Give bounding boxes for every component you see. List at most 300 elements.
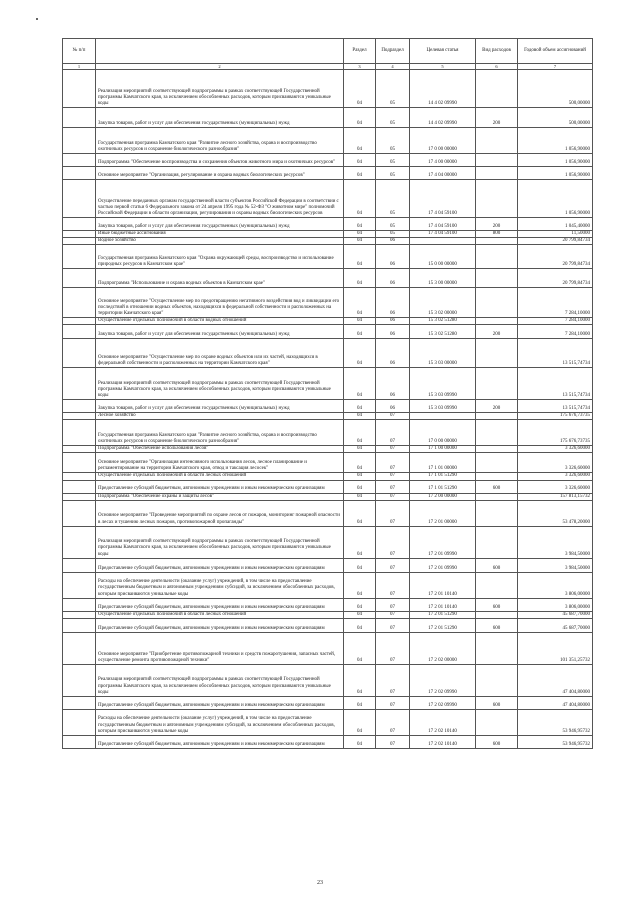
row-name-cell: Подпрограмма "Обеспечение воспроизводства и сохранения объектов животного мира и охотничьих ресурсов" bbox=[96, 154, 344, 167]
row-podrazdel-cell: 07 bbox=[376, 446, 410, 453]
row-amount-cell: 1 045,40000 bbox=[518, 218, 593, 231]
row-num-cell bbox=[63, 288, 96, 318]
row-target-article-cell: 17 2 00 00000 bbox=[410, 493, 476, 500]
row-num-cell bbox=[63, 473, 96, 480]
row-razdel-cell: 04 bbox=[344, 420, 376, 446]
row-num-cell bbox=[63, 735, 96, 748]
row-target-article-cell bbox=[410, 413, 476, 420]
table-row bbox=[63, 598, 593, 611]
row-num-cell bbox=[63, 558, 96, 572]
row-target-article-cell: 17 4 04 59100 bbox=[410, 180, 476, 218]
row-expense-type-cell bbox=[476, 420, 518, 446]
row-target-article-cell: 15 0 00 00000 bbox=[410, 245, 476, 269]
row-target-article-cell: 17 2 01 10140 bbox=[410, 572, 476, 598]
row-name-cell: Реализация мероприятий соответствующей подпрограммы в рамках соответствующей Государственной программы Камчатского края, за исключением обособленных расходов, которым присваиваются уникальные коды bbox=[96, 368, 344, 400]
row-num-cell bbox=[63, 709, 96, 735]
row-razdel-cell: 04 bbox=[344, 339, 376, 368]
row-expense-type-cell bbox=[476, 526, 518, 558]
row-podrazdel-cell: 05 bbox=[376, 167, 410, 180]
table-row bbox=[63, 664, 593, 696]
row-num-cell bbox=[63, 400, 96, 413]
table-row bbox=[63, 154, 593, 167]
row-podrazdel-cell: 06 bbox=[376, 288, 410, 318]
row-amount-cell: 47 404,80000 bbox=[518, 696, 593, 709]
row-expense-type-cell bbox=[476, 269, 518, 288]
row-name-cell: Предоставление субсидий бюджетным, автономным учреждениям и иным некоммерческим организациям bbox=[96, 735, 344, 748]
row-podrazdel-cell: 07 bbox=[376, 611, 410, 618]
header-podrazdel: Подраздел bbox=[376, 39, 410, 64]
row-amount-cell: 13 515,74734 bbox=[518, 400, 593, 413]
row-podrazdel-cell: 06 bbox=[376, 269, 410, 288]
column-number: 6 bbox=[476, 64, 518, 70]
row-amount-cell: 20 799,84734 bbox=[518, 269, 593, 288]
row-name-cell: Подпрограмма "Обеспечение охраны и защиты лесов" bbox=[96, 493, 344, 500]
column-number: 5 bbox=[410, 64, 476, 70]
column-number: 4 bbox=[376, 64, 410, 70]
row-razdel-cell: 04 bbox=[344, 154, 376, 167]
row-amount-cell: 45 687,70000 bbox=[518, 618, 593, 632]
column-number: 2 bbox=[96, 64, 344, 70]
row-razdel-cell: 04 bbox=[344, 325, 376, 339]
row-name-cell: Подпрограмма "Обеспечение использования лесов" bbox=[96, 446, 344, 453]
row-podrazdel-cell: 06 bbox=[376, 245, 410, 269]
table-row bbox=[63, 572, 593, 598]
row-num-cell bbox=[63, 325, 96, 339]
row-target-article-cell: 17 4 04 59100 bbox=[410, 231, 476, 238]
row-expense-type-cell bbox=[476, 572, 518, 598]
row-razdel-cell: 04 bbox=[344, 453, 376, 473]
row-amount-cell: 1 056,90000 bbox=[518, 154, 593, 167]
row-podrazdel-cell: 07 bbox=[376, 709, 410, 735]
row-podrazdel-cell: 07 bbox=[376, 453, 410, 473]
table-row bbox=[63, 128, 593, 154]
scan-mark bbox=[36, 18, 38, 20]
row-razdel-cell: 04 bbox=[344, 572, 376, 598]
row-podrazdel-cell: 07 bbox=[376, 632, 410, 664]
row-podrazdel-cell: 07 bbox=[376, 618, 410, 632]
table-row bbox=[63, 339, 593, 368]
row-num-cell bbox=[63, 618, 96, 632]
row-expense-type-cell: 600 bbox=[476, 618, 518, 632]
row-amount-cell: 3 806,00000 bbox=[518, 572, 593, 598]
row-name-cell: Основное мероприятие "Проведение мероприятий по охране лесов от пожаров, мониторинг пожарной опасности в лесах и тушению лесных пожаров, противопожарной пропаганды" bbox=[96, 500, 344, 526]
row-num-cell bbox=[63, 500, 96, 526]
row-target-article-cell: 17 2 02 09990 bbox=[410, 664, 476, 696]
table-row bbox=[63, 180, 593, 218]
row-name-cell: Расходы на обеспечение деятельности (оказание услуг) учреждений, в том числе на предоставление государственным бюджетным и автономным учреждениям субсидий, за исключением обособленных расходов, которым присваиваются уникальные коды bbox=[96, 709, 344, 735]
row-expense-type-cell bbox=[476, 154, 518, 167]
table-row bbox=[63, 632, 593, 664]
row-podrazdel-cell: 07 bbox=[376, 526, 410, 558]
row-target-article-cell: 17 2 01 09990 bbox=[410, 558, 476, 572]
row-target-article-cell: 17 4 04 00000 bbox=[410, 167, 476, 180]
row-expense-type-cell bbox=[476, 238, 518, 245]
row-razdel-cell: 04 bbox=[344, 709, 376, 735]
row-target-article-cell: 17 2 02 09990 bbox=[410, 696, 476, 709]
row-expense-type-cell: 800 bbox=[476, 231, 518, 238]
row-target-article-cell: 17 1 00 00000 bbox=[410, 446, 476, 453]
row-name-cell: Основное мероприятие "Осуществление мер по предотвращению негативного воздействия вод и ликвидации его последствий в отношении водных объектов, находящихся в федеральной собственности и расположенных на территории Камчатского края" bbox=[96, 288, 344, 318]
row-name-cell: Государственная программа Камчатского края "Развитие лесного хозяйства, охрана и воспроизводство охотничьих ресурсов и сохранение биологического разнообразия" bbox=[96, 420, 344, 446]
table-row bbox=[63, 231, 593, 238]
row-name-cell: Предоставление субсидий бюджетным, автономным учреждениям и иным некоммерческим организациям bbox=[96, 480, 344, 493]
row-razdel-cell: 04 bbox=[344, 318, 376, 325]
row-amount-cell: 13 515,74734 bbox=[518, 339, 593, 368]
row-razdel-cell: 04 bbox=[344, 70, 376, 108]
row-num-cell bbox=[63, 368, 96, 400]
row-expense-type-cell: 600 bbox=[476, 735, 518, 748]
row-amount-cell: 101 351,25732 bbox=[518, 632, 593, 664]
row-name-cell: Осуществление отдельных полномочий в области лесных отношений bbox=[96, 473, 344, 480]
row-target-article-cell: 17 2 01 51290 bbox=[410, 611, 476, 618]
table-row bbox=[63, 526, 593, 558]
row-expense-type-cell: 200 bbox=[476, 218, 518, 231]
row-amount-cell: 20 799,84734 bbox=[518, 245, 593, 269]
row-name-cell: Лесное хозяйство bbox=[96, 413, 344, 420]
table-row bbox=[63, 709, 593, 735]
table-row bbox=[63, 500, 593, 526]
row-expense-type-cell bbox=[476, 473, 518, 480]
row-target-article-cell: 17 2 02 00000 bbox=[410, 632, 476, 664]
table-row bbox=[63, 480, 593, 493]
row-num-cell bbox=[63, 128, 96, 154]
table-row bbox=[63, 558, 593, 572]
row-podrazdel-cell: 05 bbox=[376, 180, 410, 218]
row-target-article-cell: 15 3 03 09990 bbox=[410, 400, 476, 413]
row-expense-type-cell bbox=[476, 245, 518, 269]
row-name-cell: Предоставление субсидий бюджетным, автономным учреждениям и иным некоммерческим организациям bbox=[96, 558, 344, 572]
row-razdel-cell: 04 bbox=[344, 269, 376, 288]
row-target-article-cell: 14 4 02 09990 bbox=[410, 108, 476, 128]
row-expense-type-cell bbox=[476, 453, 518, 473]
row-num-cell bbox=[63, 154, 96, 167]
row-name-cell: Основное мероприятие "Организация, регулирование и охрана водных биологических ресурсов" bbox=[96, 167, 344, 180]
table-row bbox=[63, 611, 593, 618]
row-podrazdel-cell: 07 bbox=[376, 480, 410, 493]
row-amount-cell: 3 326,60000 bbox=[518, 480, 593, 493]
row-expense-type-cell: 600 bbox=[476, 598, 518, 611]
row-razdel-cell: 04 bbox=[344, 128, 376, 154]
row-target-article-cell: 17 4 04 59100 bbox=[410, 218, 476, 231]
row-amount-cell: 7 284,10000 bbox=[518, 325, 593, 339]
row-amount-cell: 53 946,95732 bbox=[518, 709, 593, 735]
row-podrazdel-cell: 07 bbox=[376, 735, 410, 748]
row-amount-cell: 1 056,90000 bbox=[518, 180, 593, 218]
row-num-cell bbox=[63, 269, 96, 288]
table-row bbox=[63, 368, 593, 400]
table-row bbox=[63, 453, 593, 473]
row-target-article-cell: 17 2 01 09990 bbox=[410, 526, 476, 558]
row-num-cell bbox=[63, 696, 96, 709]
row-razdel-cell: 04 bbox=[344, 245, 376, 269]
row-name-cell: Иные бюджетные ассигнования bbox=[96, 231, 344, 238]
budget-table bbox=[62, 38, 593, 749]
row-podrazdel-cell: 05 bbox=[376, 154, 410, 167]
row-target-article-cell: 17 0 00 00000 bbox=[410, 128, 476, 154]
row-num-cell bbox=[63, 453, 96, 473]
row-podrazdel-cell: 06 bbox=[376, 339, 410, 368]
row-razdel-cell: 04 bbox=[344, 180, 376, 218]
row-num-cell bbox=[63, 413, 96, 420]
row-expense-type-cell bbox=[476, 500, 518, 526]
row-razdel-cell: 04 bbox=[344, 473, 376, 480]
row-expense-type-cell bbox=[476, 413, 518, 420]
row-num-cell bbox=[63, 339, 96, 368]
row-razdel-cell: 04 bbox=[344, 231, 376, 238]
row-amount-cell: 3 984,50000 bbox=[518, 526, 593, 558]
row-target-article-cell: 17 2 01 10140 bbox=[410, 598, 476, 611]
row-expense-type-cell: 600 bbox=[476, 696, 518, 709]
row-num-cell bbox=[63, 598, 96, 611]
row-expense-type-cell: 600 bbox=[476, 480, 518, 493]
table-row bbox=[63, 420, 593, 446]
row-name-cell: Предоставление субсидий бюджетным, автономным учреждениям и иным некоммерческим организациям bbox=[96, 696, 344, 709]
row-expense-type-cell bbox=[476, 632, 518, 664]
row-amount-cell: 11,50000 bbox=[518, 231, 593, 238]
header-annual-amount: Годовой объем ассигнований bbox=[518, 39, 593, 64]
row-podrazdel-cell: 05 bbox=[376, 218, 410, 231]
row-name-cell: Государственная программа Камчатского края "Охрана окружающей среды, воспроизводство и использование природных ресурсов в Камчатском крае" bbox=[96, 245, 344, 269]
row-razdel-cell: 04 bbox=[344, 167, 376, 180]
row-name-cell: Закупка товаров, работ и услуг для обеспечения государственных (муниципальных) нужд bbox=[96, 400, 344, 413]
row-target-article-cell: 15 3 02 00000 bbox=[410, 288, 476, 318]
row-target-article-cell: 17 2 01 51290 bbox=[410, 618, 476, 632]
row-name-cell: Подпрограмма "Использование и охрана водных объектов в Камчатском крае" bbox=[96, 269, 344, 288]
row-amount-cell: 53 478,20000 bbox=[518, 500, 593, 526]
row-amount-cell: 13 515,74734 bbox=[518, 368, 593, 400]
table-body bbox=[63, 70, 593, 749]
table-row bbox=[63, 288, 593, 318]
table-row bbox=[63, 218, 593, 231]
row-amount-cell: 500,00000 bbox=[518, 108, 593, 128]
row-razdel-cell: 04 bbox=[344, 218, 376, 231]
row-expense-type-cell bbox=[476, 288, 518, 318]
table-row bbox=[63, 400, 593, 413]
row-razdel-cell: 04 bbox=[344, 288, 376, 318]
row-name-cell: Основное мероприятие "Приобретение противопожарной техники и средств пожаротушения, запасных частей, осуществление ремонта противопожарной техники" bbox=[96, 632, 344, 664]
row-num-cell bbox=[63, 664, 96, 696]
row-expense-type-cell bbox=[476, 318, 518, 325]
row-expense-type-cell bbox=[476, 709, 518, 735]
row-razdel-cell: 04 bbox=[344, 526, 376, 558]
row-num-cell bbox=[63, 245, 96, 269]
table-row bbox=[63, 696, 593, 709]
table-row bbox=[63, 108, 593, 128]
row-razdel-cell: 04 bbox=[344, 611, 376, 618]
header-name bbox=[96, 39, 344, 64]
table-row bbox=[63, 245, 593, 269]
row-num-cell bbox=[63, 218, 96, 231]
table-row bbox=[63, 493, 593, 500]
row-target-article-cell: 15 3 02 51280 bbox=[410, 325, 476, 339]
row-num-cell bbox=[63, 572, 96, 598]
row-razdel-cell: 04 bbox=[344, 108, 376, 128]
row-target-article-cell: 17 1 01 00000 bbox=[410, 453, 476, 473]
row-podrazdel-cell: 05 bbox=[376, 108, 410, 128]
row-name-cell: Государственная программа Камчатского края "Развитие лесного хозяйства, охрана и воспроизводство охотничьих ресурсов и сохранение биологического разнообразия" bbox=[96, 128, 344, 154]
row-name-cell: Предоставление субсидий бюджетным, автономным учреждениям и иным некоммерческим организациям bbox=[96, 598, 344, 611]
row-num-cell bbox=[63, 493, 96, 500]
row-razdel-cell: 04 bbox=[344, 446, 376, 453]
row-target-article-cell bbox=[410, 238, 476, 245]
row-amount-cell: 3 326,60000 bbox=[518, 473, 593, 480]
row-amount-cell: 45 687,70000 bbox=[518, 611, 593, 618]
row-razdel-cell: 04 bbox=[344, 238, 376, 245]
row-razdel-cell: 04 bbox=[344, 413, 376, 420]
row-expense-type-cell bbox=[476, 128, 518, 154]
row-target-article-cell: 17 1 01 51290 bbox=[410, 473, 476, 480]
table-row bbox=[63, 70, 593, 108]
row-expense-type-cell bbox=[476, 664, 518, 696]
row-num-cell bbox=[63, 318, 96, 325]
row-name-cell: Закупка товаров, работ и услуг для обеспечения государственных (муниципальных) нужд bbox=[96, 108, 344, 128]
row-name-cell: Осуществление отдельных полномочий в области лесных отношений bbox=[96, 611, 344, 618]
row-target-article-cell: 15 3 02 51280 bbox=[410, 318, 476, 325]
row-num-cell bbox=[63, 231, 96, 238]
row-podrazdel-cell: 07 bbox=[376, 696, 410, 709]
row-num-cell bbox=[63, 632, 96, 664]
row-amount-cell: 500,00000 bbox=[518, 70, 593, 108]
row-name-cell: Реализация мероприятий соответствующей подпрограммы в рамках соответствующей Государственной программы Камчатского края, за исключением обособленных расходов, которым присваиваются уникальные коды bbox=[96, 526, 344, 558]
row-target-article-cell: 17 2 02 10140 bbox=[410, 709, 476, 735]
row-amount-cell: 7 284,10000 bbox=[518, 318, 593, 325]
row-amount-cell: 3 984,50000 bbox=[518, 558, 593, 572]
row-target-article-cell: 14 4 02 09990 bbox=[410, 70, 476, 108]
row-target-article-cell: 15 3 03 09990 bbox=[410, 368, 476, 400]
row-num-cell bbox=[63, 526, 96, 558]
row-podrazdel-cell: 05 bbox=[376, 231, 410, 238]
column-number: 7 bbox=[518, 64, 593, 70]
table-row bbox=[63, 473, 593, 480]
row-expense-type-cell bbox=[476, 611, 518, 618]
row-amount-cell: 3 326,60000 bbox=[518, 453, 593, 473]
row-podrazdel-cell: 07 bbox=[376, 558, 410, 572]
header-num: № п/п bbox=[63, 39, 96, 64]
row-expense-type-cell bbox=[476, 167, 518, 180]
row-name-cell: Водное хозяйство bbox=[96, 238, 344, 245]
row-num-cell bbox=[63, 238, 96, 245]
row-podrazdel-cell: 07 bbox=[376, 598, 410, 611]
column-number: 3 bbox=[344, 64, 376, 70]
page-number: 23 bbox=[317, 880, 323, 886]
row-podrazdel-cell: 07 bbox=[376, 664, 410, 696]
row-target-article-cell: 17 1 01 51290 bbox=[410, 480, 476, 493]
row-amount-cell: 3 806,00000 bbox=[518, 598, 593, 611]
row-name-cell: Реализация мероприятий соответствующей подпрограммы в рамках соответствующей Государственной программы Камчатского края, за исключением обособленных расходов, которым присваиваются уникальные коды bbox=[96, 70, 344, 108]
row-razdel-cell: 04 bbox=[344, 368, 376, 400]
row-num-cell bbox=[63, 108, 96, 128]
row-razdel-cell: 04 bbox=[344, 493, 376, 500]
table-row bbox=[63, 238, 593, 245]
row-target-article-cell: 15 3 00 00000 bbox=[410, 269, 476, 288]
row-podrazdel-cell: 07 bbox=[376, 493, 410, 500]
column-number: 1 bbox=[63, 64, 96, 70]
header-expense-type: Вид расходов bbox=[476, 39, 518, 64]
row-num-cell bbox=[63, 167, 96, 180]
row-podrazdel-cell: 06 bbox=[376, 368, 410, 400]
row-razdel-cell: 04 bbox=[344, 400, 376, 413]
row-amount-cell: 47 404,80000 bbox=[518, 664, 593, 696]
row-num-cell bbox=[63, 446, 96, 453]
row-expense-type-cell bbox=[476, 493, 518, 500]
table-row bbox=[63, 318, 593, 325]
row-name-cell: Реализация мероприятий соответствующей подпрограммы в рамках соответствующей Государственной программы Камчатского края, за исключением обособленных расходов, которым присваиваются уникальные коды bbox=[96, 664, 344, 696]
row-podrazdel-cell: 06 bbox=[376, 238, 410, 245]
header-target-article: Целевая статья bbox=[410, 39, 476, 64]
row-amount-cell: 175 676,73735 bbox=[518, 420, 593, 446]
row-podrazdel-cell: 07 bbox=[376, 413, 410, 420]
row-amount-cell: 1 056,90000 bbox=[518, 128, 593, 154]
table-row bbox=[63, 446, 593, 453]
row-name-cell: Основное мероприятие "Организация интенсивного использования лесов, лесное планирование и регламентирование на территории Камчатского края, отвод и таксация лесосек" bbox=[96, 453, 344, 473]
row-target-article-cell: 17 0 00 00000 bbox=[410, 420, 476, 446]
row-razdel-cell: 04 bbox=[344, 480, 376, 493]
row-name-cell: Закупка товаров, работ и услуг для обеспечения государственных (муниципальных) нужд bbox=[96, 218, 344, 231]
row-name-cell: Закупка товаров, работ и услуг для обеспечения государственных (муниципальных) нужд bbox=[96, 325, 344, 339]
row-target-article-cell: 17 2 02 10140 bbox=[410, 735, 476, 748]
row-razdel-cell: 04 bbox=[344, 735, 376, 748]
table-row bbox=[63, 167, 593, 180]
table-row bbox=[63, 735, 593, 748]
row-razdel-cell: 04 bbox=[344, 696, 376, 709]
row-expense-type-cell bbox=[476, 70, 518, 108]
header-razdel: Раздел bbox=[344, 39, 376, 64]
row-name-cell: Осуществление переданных органам государственной власти субъектов Российской Федерации в соответствии с частью первой статьи 6 Федерального закона от 24 апреля 1995 года № 52-ФЗ "О животном мире" полномочий Российской Федерации в области организации, регулирования и охраны водных биологических ресурсов bbox=[96, 180, 344, 218]
row-razdel-cell: 04 bbox=[344, 500, 376, 526]
row-amount-cell: 3 326,60000 bbox=[518, 446, 593, 453]
row-expense-type-cell bbox=[476, 368, 518, 400]
row-amount-cell: 20 799,84734 bbox=[518, 238, 593, 245]
row-podrazdel-cell: 07 bbox=[376, 473, 410, 480]
row-razdel-cell: 04 bbox=[344, 664, 376, 696]
row-podrazdel-cell: 06 bbox=[376, 325, 410, 339]
row-num-cell bbox=[63, 611, 96, 618]
row-expense-type-cell: 600 bbox=[476, 558, 518, 572]
row-amount-cell: 1 056,90000 bbox=[518, 167, 593, 180]
table-header-row bbox=[63, 39, 593, 64]
row-target-article-cell: 17 2 01 00000 bbox=[410, 500, 476, 526]
row-razdel-cell: 04 bbox=[344, 618, 376, 632]
row-podrazdel-cell: 07 bbox=[376, 420, 410, 446]
row-num-cell bbox=[63, 420, 96, 446]
row-num-cell bbox=[63, 180, 96, 218]
row-podrazdel-cell: 06 bbox=[376, 400, 410, 413]
table-row bbox=[63, 269, 593, 288]
table-row bbox=[63, 325, 593, 339]
row-expense-type-cell bbox=[476, 339, 518, 368]
row-amount-cell: 175 676,73735 bbox=[518, 413, 593, 420]
row-podrazdel-cell: 06 bbox=[376, 318, 410, 325]
row-target-article-cell: 17 4 00 00000 bbox=[410, 154, 476, 167]
row-expense-type-cell: 200 bbox=[476, 108, 518, 128]
row-podrazdel-cell: 05 bbox=[376, 128, 410, 154]
row-podrazdel-cell: 07 bbox=[376, 500, 410, 526]
row-name-cell: Предоставление субсидий бюджетным, автономным учреждениям и иным некоммерческим организациям bbox=[96, 618, 344, 632]
row-podrazdel-cell: 07 bbox=[376, 572, 410, 598]
row-amount-cell: 157 813,15732 bbox=[518, 493, 593, 500]
row-razdel-cell: 04 bbox=[344, 632, 376, 664]
row-razdel-cell: 04 bbox=[344, 598, 376, 611]
row-amount-cell: 53 946,95732 bbox=[518, 735, 593, 748]
row-name-cell: Основное мероприятие "Осуществление мер по охране водных объектов или их частей, находящихся в федеральной собственности и расположенных на территории Камчатского края" bbox=[96, 339, 344, 368]
row-name-cell: Осуществление отдельных полномочий в области водных отношений bbox=[96, 318, 344, 325]
table-row bbox=[63, 413, 593, 420]
row-expense-type-cell bbox=[476, 446, 518, 453]
row-expense-type-cell bbox=[476, 180, 518, 218]
row-target-article-cell: 15 3 03 00000 bbox=[410, 339, 476, 368]
row-name-cell: Расходы на обеспечение деятельности (оказание услуг) учреждений, в том числе на предоставление государственным бюджетным и автономным учреждениям субсидий, за исключением обособленных расходов, которым присваиваются уникальные коды bbox=[96, 572, 344, 598]
row-amount-cell: 7 284,10000 bbox=[518, 288, 593, 318]
